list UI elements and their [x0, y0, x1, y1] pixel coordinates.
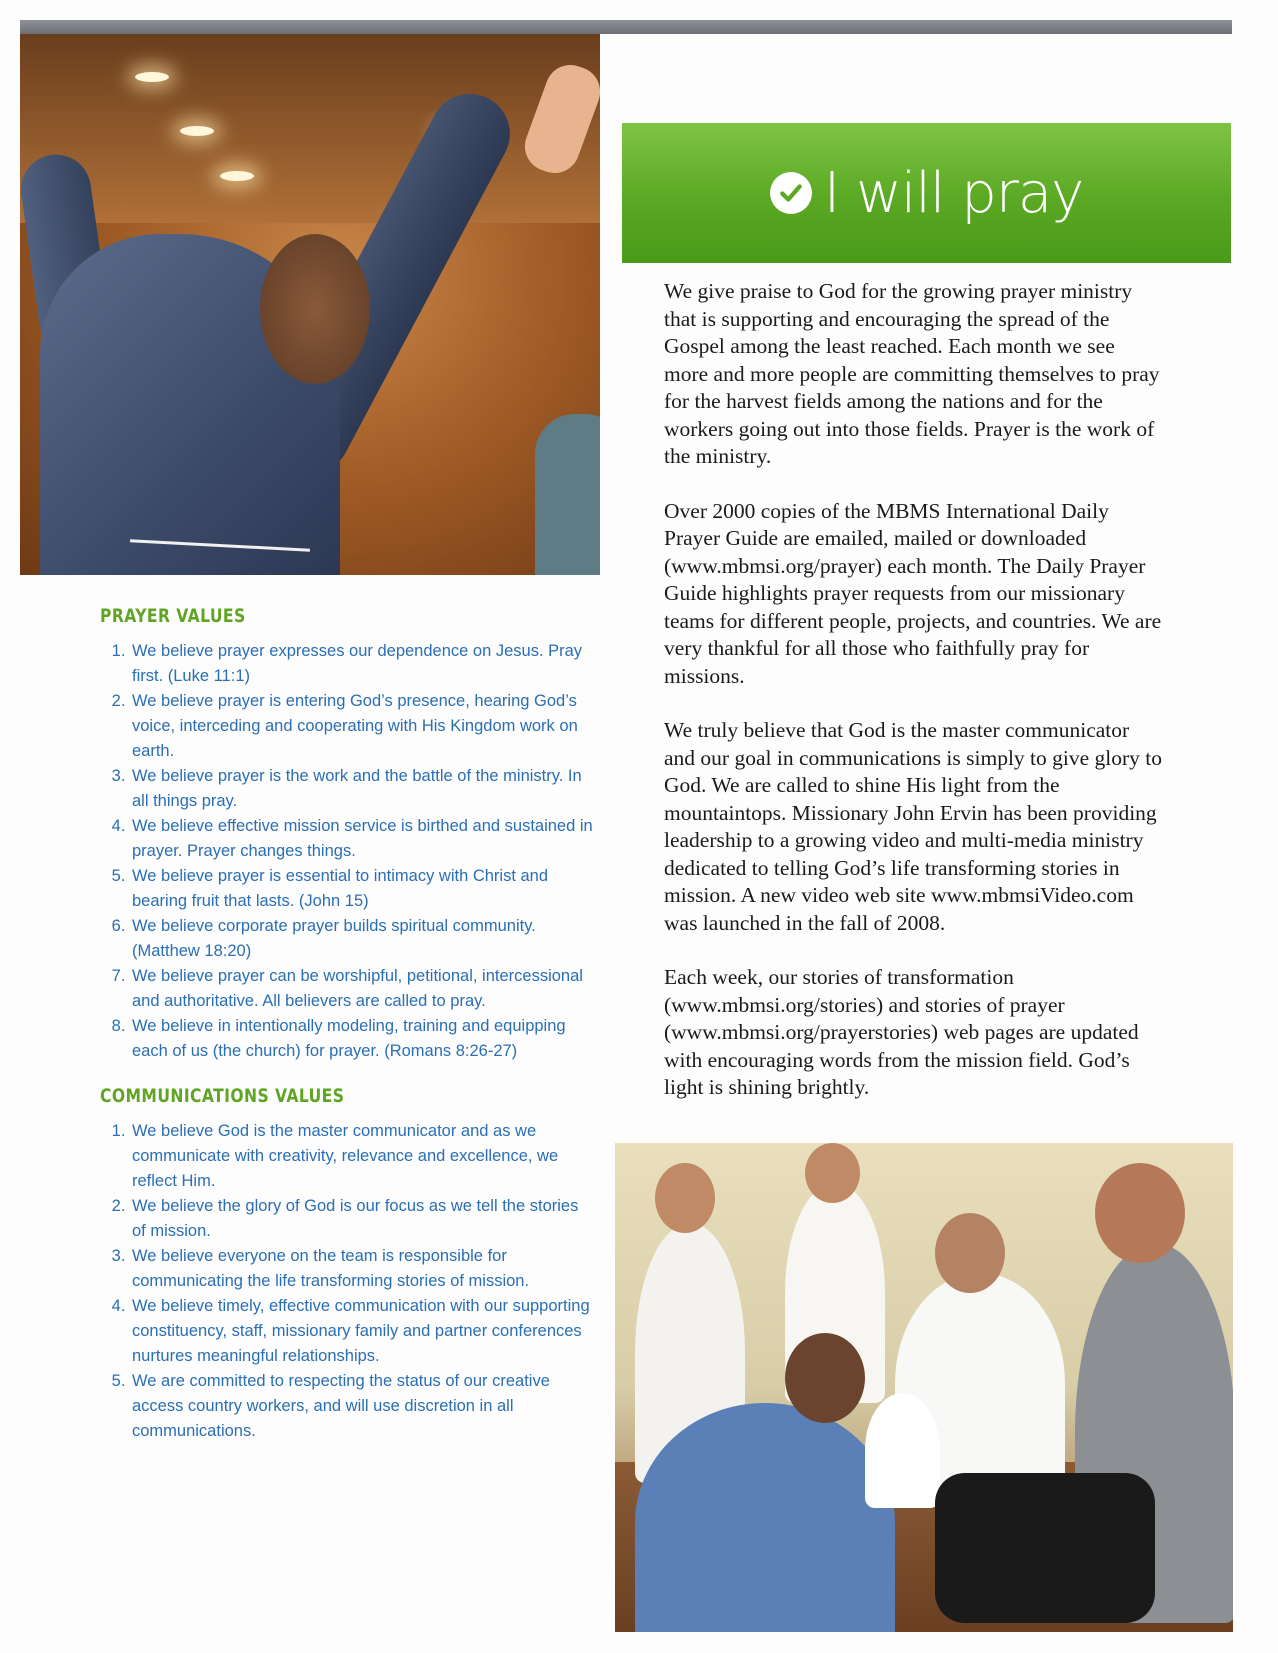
prayer-values-list: [100, 639, 595, 1064]
list-item: 2. We believe the glory of God is our focus as we tell the stories of mission.: [130, 1194, 595, 1244]
list-item: 2. We believe prayer is entering God’s presence, hearing God’s voice, interceding and cooperating with His Kingdom work on earth.: [130, 689, 595, 764]
communications-values-heading: COMMUNICATIONS VALUES: [100, 1085, 345, 1107]
top-rule: [20, 20, 1232, 34]
values-column: [100, 604, 595, 1464]
list-item: 5. We believe prayer is essential to intimacy with Christ and bearing fruit that lasts. (John 15): [130, 864, 595, 914]
list-item: 8. We believe in intentionally modeling, training and equipping each of us (the church) for prayer. (Romans 8:26-27): [130, 1014, 595, 1064]
photo-foot-washing: [615, 1143, 1233, 1632]
paragraph: We give praise to God for the growing prayer ministry that is supporting and encouraging the spread of the Gospel among the least reached. Each month we see more and more people are committing themselves to pray for the harvest fields among the nations and for the workers going out into those fields. Prayer is the work of the ministry.: [664, 279, 1160, 468]
list-item: 1. We believe God is the master communicator and as we communicate with creativity, relevance and excellence, we reflect Him.: [130, 1119, 595, 1194]
banner-title: I will pray: [823, 160, 1084, 226]
list-item: 5. We are committed to respecting the status of our creative access country workers, and will use discretion in all communications.: [130, 1369, 595, 1444]
list-item: 7. We believe prayer can be worshipful, petitional, intercessional and authoritative. All believers are called to pray.: [130, 964, 595, 1014]
right-column-text: [664, 278, 1164, 1129]
paragraph: We truly believe that God is the master communicator and our goal in communications is simply to give glory to God. We are called to shine His light from the mountaintops. Missionary John Ervin has been providing leadership to a growing video and multi-media ministry dedicated to telling God’s life transforming stories in mission. A new video web site www.mbmsiVideo.com was launched in the fall of 2008.: [664, 718, 1163, 935]
list-item: 3. We believe everyone on the team is responsible for communicating the life transforming stories of mission.: [130, 1244, 595, 1294]
i-will-pray-banner: [622, 123, 1231, 263]
photo-woman-praising: [20, 34, 600, 575]
paragraph: Each week, our stories of transformation (www.mbmsi.org/stories) and stories of prayer (www.mbmsi.org/prayerstories) web pages are updated with encouraging words from the mission field. God’s light is shining brightly.: [664, 965, 1139, 1099]
list-item: 4. We believe timely, effective communication with our supporting constituency, staff, missionary family and partner conferences nurtures meaningful relationships.: [130, 1294, 595, 1369]
prayer-values-heading: PRAYER VALUES: [100, 605, 246, 627]
list-item: 6. We believe corporate prayer builds spiritual community. (Matthew 18:20): [130, 914, 595, 964]
list-item: 3. We believe prayer is the work and the battle of the ministry. In all things pray.: [130, 764, 595, 814]
communications-values-list: [100, 1119, 595, 1444]
list-item: 1. We believe prayer expresses our dependence on Jesus. Pray first. (Luke 11:1): [130, 639, 595, 689]
paragraph: Over 2000 copies of the MBMS International Daily Prayer Guide are emailed, mailed or downloaded (www.mbmsi.org/prayer) each month. The Daily Prayer Guide highlights prayer requests from our missionary teams for different people, projects, and countries. We are very thankful for all those who faithfully pray for missions.: [664, 498, 1162, 688]
check-circle-icon: [770, 172, 812, 214]
list-item: 4. We believe effective mission service is birthed and sustained in prayer. Prayer changes things.: [130, 814, 595, 864]
